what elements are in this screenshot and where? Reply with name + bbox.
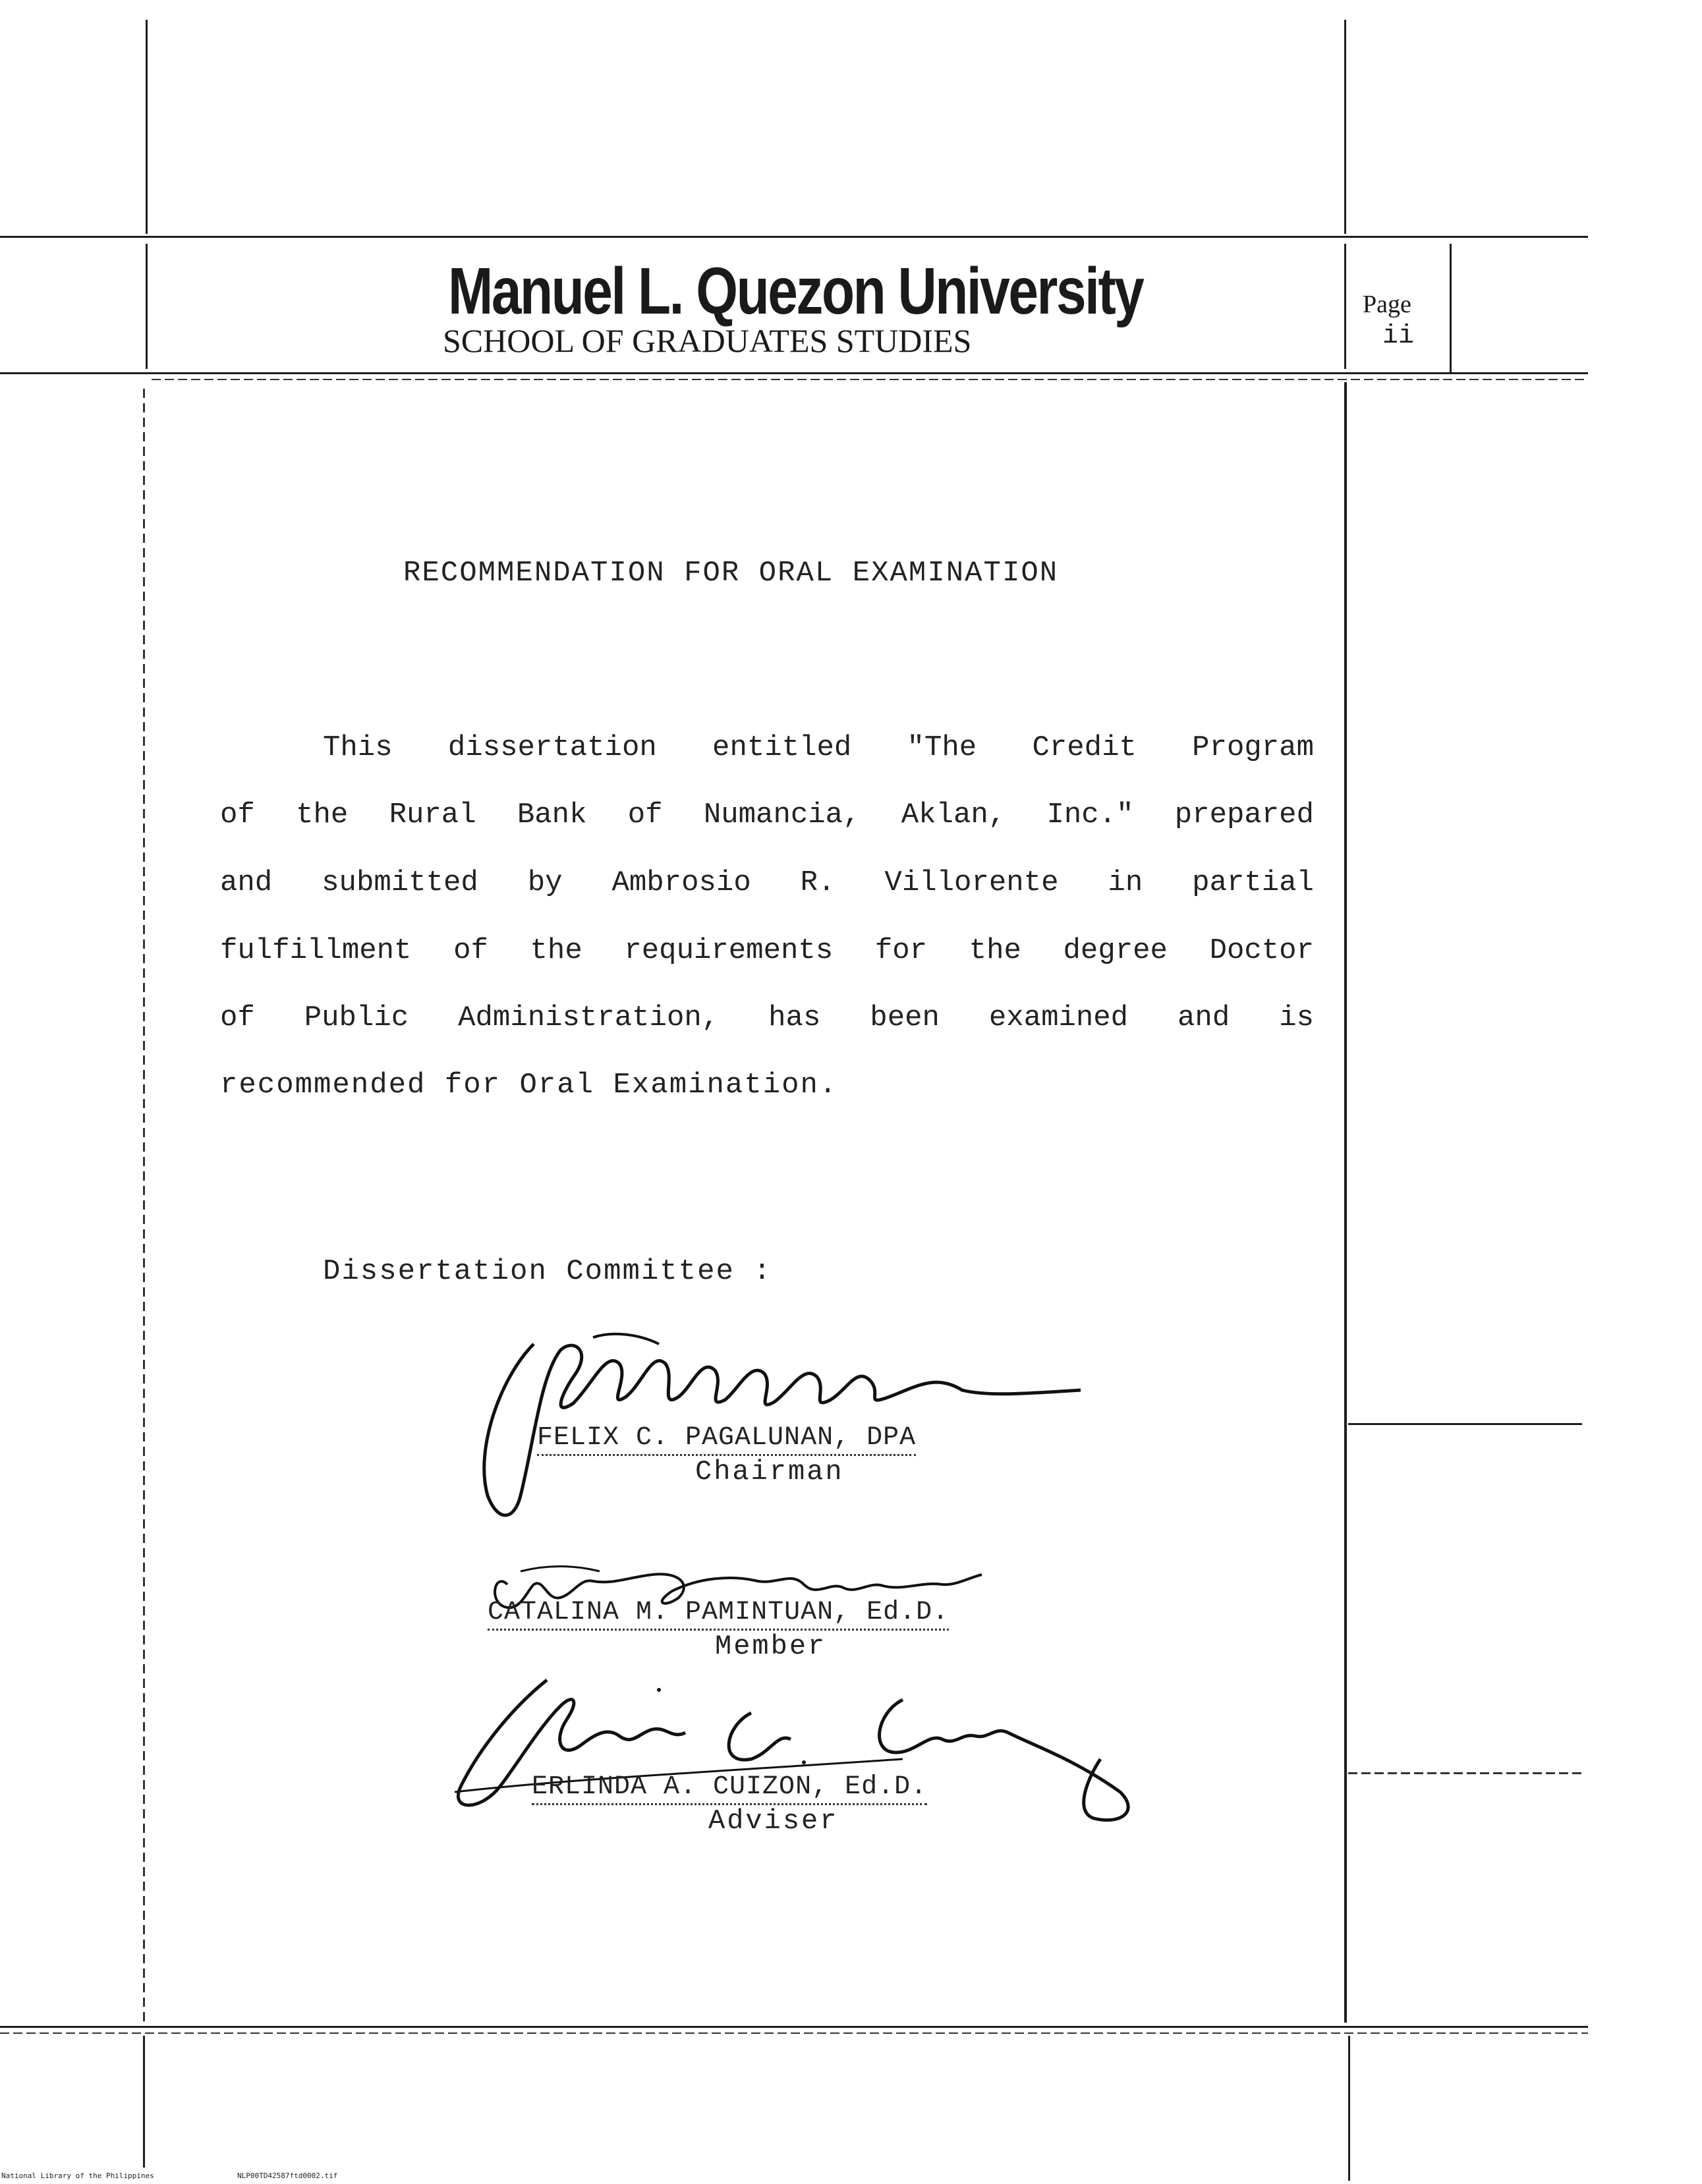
header-bottom-rule [0, 372, 1588, 374]
paragraph-line-6: recommended for Oral Examination. [220, 1069, 838, 1102]
bottom-rule-2 [0, 2032, 1588, 2034]
header-top-rule [0, 236, 1588, 238]
left-border-bottom [143, 2036, 145, 2168]
paragraph-line-4: fulfillment of the requirements for the degree Doctor [220, 934, 1314, 967]
university-name: Manuel L. Quezon University [448, 254, 1143, 328]
footer-library: National Library of the Philippines [1, 2171, 154, 2180]
page-label: Page [1363, 291, 1411, 318]
chairman-role: Chairman [695, 1456, 844, 1488]
page-box-right [1450, 244, 1452, 372]
committee-label: Dissertation Committee : [323, 1255, 772, 1288]
member-role: Member [715, 1631, 827, 1662]
left-border-body [143, 389, 145, 2023]
school-name: SCHOOL OF GRADUATES STUDIES [443, 322, 972, 359]
paragraph-line-1: This dissertation entitled "The Credit Program [323, 731, 1314, 764]
adviser-role: Adviser [708, 1805, 839, 1837]
footer-filename: NLP00TD42587ftd0002.tif [237, 2171, 338, 2180]
right-border-bottom [1348, 2036, 1350, 2181]
page-number: ii [1382, 322, 1415, 351]
right-border-header [1344, 244, 1346, 369]
paragraph-line-5: of Public Administration, has been examined and is [220, 1001, 1314, 1034]
left-border-top [146, 20, 148, 234]
right-border-top [1344, 20, 1346, 234]
margin-mark-1 [1348, 1423, 1582, 1425]
margin-mark-2 [1348, 1772, 1582, 1774]
member-name: CATALINA M. PAMINTUAN, Ed.D. [488, 1598, 949, 1631]
adviser-name: ERLINDA A. CUIZON, Ed.D. [532, 1772, 927, 1805]
chairman-name: FELIX C. PAGALUNAN, DPA [537, 1423, 916, 1456]
header-underline [152, 379, 1588, 380]
left-border-header [146, 244, 148, 369]
bottom-rule [0, 2026, 1588, 2028]
document-title: RECOMMENDATION FOR ORAL EXAMINATION [403, 557, 1059, 590]
paragraph-line-3: and submitted by Ambrosio R. Villorente in partial [220, 866, 1314, 899]
paragraph-line-2: of the Rural Bank of Numancia, Aklan, Inc." prepared [220, 798, 1314, 831]
right-border-body [1344, 382, 1347, 2023]
